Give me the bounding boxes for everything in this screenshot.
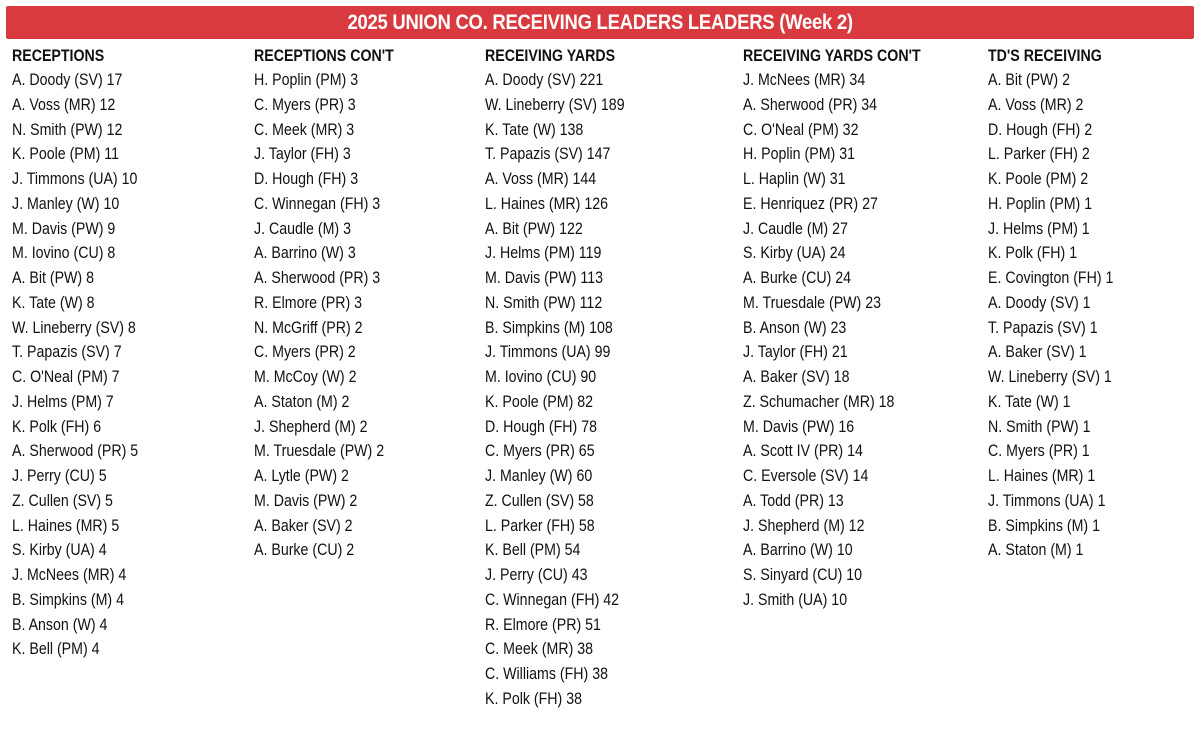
list-item: J. Taylor (FH) 3 — [254, 145, 351, 164]
list-item: L. Haines (MR) 1 — [988, 467, 1096, 485]
list-item: D. Hough (FH) 2 — [988, 120, 1093, 139]
list-item: H. Poplin (PM) 1 — [988, 194, 1093, 213]
list-item: J. Helms (PM) 119 — [485, 244, 602, 263]
list-item: J. Shepherd (M) 12 — [743, 516, 865, 535]
list-item: R. Elmore (PR) 51 — [485, 615, 601, 634]
list-item: C. Meek (MR) 3 — [254, 120, 355, 139]
list-item: A. Burke (CU) 24 — [743, 269, 852, 287]
list-item: K. Tate (W) 8 — [12, 293, 95, 312]
list-item: K. Poole (PM) 82 — [485, 392, 594, 411]
list-item: J. Caudle (M) 3 — [254, 219, 352, 238]
list-item: M. Iovino (CU) 8 — [12, 244, 116, 263]
list-item: A. Voss (MR) 12 — [12, 95, 116, 114]
list-item: A. Bit (PW) 8 — [12, 269, 94, 287]
list-item: Z. Schumacher (MR) 18 — [743, 392, 895, 411]
list-item: L. Haplin (W) 31 — [743, 170, 846, 188]
list-item: J. Smith (UA) 10 — [743, 590, 848, 609]
list-item: A. Staton (M) 1 — [988, 541, 1084, 560]
column-header: RECEPTIONS — [12, 47, 105, 65]
list-item: T. Papazis (SV) 147 — [485, 145, 611, 164]
list-item: T. Papazis (SV) 1 — [988, 318, 1098, 337]
list-item: K. Tate (W) 1 — [988, 392, 1071, 411]
page-title: 2025 UNION CO. RECEIVING LEADERS LEADERS (Week 2) — [347, 11, 853, 34]
list-item: K. Poole (PM) 11 — [12, 145, 120, 164]
list-item: N. Smith (PW) 12 — [12, 120, 123, 139]
column-header: RECEPTIONS CON'T — [254, 47, 394, 65]
list-item: A. Barrino (W) 10 — [743, 541, 853, 560]
list-item: K. Bell (PM) 54 — [485, 541, 581, 560]
list-item: K. Polk (FH) 1 — [988, 244, 1078, 263]
list-item: B. Anson (W) 23 — [743, 318, 847, 337]
entry-list — [254, 68, 417, 563]
list-item: A. Barrino (W) 3 — [254, 244, 356, 263]
list-item: J. Perry (CU) 43 — [485, 566, 588, 584]
list-item: J. Manley (W) 10 — [12, 194, 120, 213]
list-item: T. Papazis (SV) 7 — [12, 343, 122, 362]
list-item: M. Davis (PW) 113 — [485, 269, 604, 287]
list-item: C. Williams (FH) 38 — [485, 665, 608, 683]
entry-list — [988, 68, 1134, 563]
list-item: B. Simpkins (M) 4 — [12, 590, 124, 609]
list-item: W. Lineberry (SV) 1 — [988, 368, 1112, 386]
entry-list — [12, 68, 159, 662]
list-item: A. Staton (M) 2 — [254, 392, 350, 411]
list-item: K. Poole (PM) 2 — [988, 170, 1089, 188]
list-item: M. Davis (PW) 16 — [743, 417, 855, 436]
list-item: M. Davis (PW) 2 — [254, 491, 358, 510]
list-item: B. Simpkins (M) 1 — [988, 516, 1100, 535]
list-item: C. Eversole (SV) 14 — [743, 467, 869, 485]
list-item: L. Haines (MR) 126 — [485, 194, 609, 213]
list-item: M. Truesdale (PW) 2 — [254, 442, 385, 461]
list-item: A. Doody (SV) 17 — [12, 71, 123, 89]
list-item: E. Covington (FH) 1 — [988, 269, 1114, 287]
list-item: J. Shepherd (M) 2 — [254, 417, 368, 436]
list-item: A. Voss (MR) 2 — [988, 95, 1084, 114]
list-item: N. McGriff (PR) 2 — [254, 318, 363, 337]
list-item: J. Manley (W) 60 — [485, 467, 593, 485]
list-item: J. Caudle (M) 27 — [743, 219, 848, 238]
list-item: J. Helms (PM) 1 — [988, 219, 1090, 238]
list-item: J. McNees (MR) 34 — [743, 71, 866, 89]
list-item: R. Elmore (PR) 3 — [254, 293, 363, 312]
list-item: H. Poplin (PM) 31 — [743, 145, 855, 164]
list-item: D. Hough (FH) 78 — [485, 417, 597, 436]
list-item: C. Meek (MR) 38 — [485, 640, 594, 659]
list-item: C. Myers (PR) 65 — [485, 442, 595, 461]
list-item: B. Anson (W) 4 — [12, 615, 108, 634]
column-header: TD'S RECEIVING — [988, 47, 1102, 65]
list-item: J. Timmons (UA) 99 — [485, 343, 611, 362]
list-item: A. Sherwood (PR) 34 — [743, 95, 878, 114]
list-item: A. Baker (SV) 2 — [254, 516, 353, 535]
list-item: J. Taylor (FH) 21 — [743, 343, 848, 362]
list-item: A. Scott IV (PR) 14 — [743, 442, 863, 461]
list-item: Z. Cullen (SV) 58 — [485, 491, 594, 510]
list-item: A. Lytle (PW) 2 — [254, 467, 349, 485]
list-item: K. Tate (W) 138 — [485, 120, 584, 139]
list-item: C. Winnegan (FH) 42 — [485, 590, 620, 609]
list-item: W. Lineberry (SV) 189 — [485, 95, 625, 114]
list-item: J. Perry (CU) 5 — [12, 467, 107, 485]
list-item: A. Voss (MR) 144 — [485, 170, 597, 188]
list-item: C. Winnegan (FH) 3 — [254, 194, 381, 213]
column-receptions-cont — [254, 44, 417, 563]
list-item: S. Kirby (UA) 24 — [743, 244, 846, 263]
list-item: S. Sinyard (CU) 10 — [743, 566, 863, 584]
list-item: C. O'Neal (PM) 7 — [12, 368, 120, 386]
list-item: N. Smith (PW) 112 — [485, 293, 603, 312]
list-item: M. Truesdale (PW) 23 — [743, 293, 882, 312]
list-item: N. Smith (PW) 1 — [988, 417, 1091, 436]
list-item: C. Myers (PR) 2 — [254, 343, 356, 362]
list-item: L. Parker (FH) 58 — [485, 516, 595, 535]
list-item: J. Helms (PM) 7 — [12, 392, 114, 411]
list-item: L. Haines (MR) 5 — [12, 516, 120, 535]
column-receiving-yards-cont — [743, 44, 950, 613]
list-item: B. Simpkins (M) 108 — [485, 318, 613, 337]
list-item: A. Bit (PW) 2 — [988, 71, 1070, 89]
list-item: A. Sherwood (PR) 5 — [12, 442, 139, 461]
list-item: A. Baker (SV) 18 — [743, 368, 850, 386]
list-item: S. Kirby (UA) 4 — [12, 541, 107, 560]
list-item: C. Myers (PR) 3 — [254, 95, 356, 114]
column-receptions — [12, 44, 159, 662]
list-item: A. Todd (PR) 13 — [743, 491, 844, 510]
entry-list — [485, 68, 647, 712]
column-header: RECEIVING YARDS — [485, 47, 616, 65]
list-item: W. Lineberry (SV) 8 — [12, 318, 136, 337]
list-item: K. Bell (PM) 4 — [12, 640, 100, 659]
list-item: D. Hough (FH) 3 — [254, 170, 359, 188]
list-item: A. Sherwood (PR) 3 — [254, 269, 381, 287]
list-item: A. Burke (CU) 2 — [254, 541, 355, 560]
list-item: C. Myers (PR) 1 — [988, 442, 1090, 461]
list-item: E. Henriquez (PR) 27 — [743, 194, 878, 213]
title-banner — [6, 6, 1194, 39]
list-item: A. Baker (SV) 1 — [988, 343, 1087, 362]
list-item: Z. Cullen (SV) 5 — [12, 491, 113, 510]
list-item: A. Doody (SV) 221 — [485, 71, 604, 89]
list-item: M. McCoy (W) 2 — [254, 368, 357, 386]
column-receiving-yards — [485, 44, 647, 712]
list-item: M. Davis (PW) 9 — [12, 219, 116, 238]
list-item: K. Polk (FH) 6 — [12, 417, 102, 436]
list-item: C. O'Neal (PM) 32 — [743, 120, 859, 139]
list-item: M. Iovino (CU) 90 — [485, 368, 597, 386]
column-header: RECEIVING YARDS CON'T — [743, 47, 921, 65]
list-item: A. Doody (SV) 1 — [988, 293, 1091, 312]
list-item: K. Polk (FH) 38 — [485, 689, 582, 708]
entry-list — [743, 68, 950, 613]
list-item: J. McNees (MR) 4 — [12, 566, 127, 584]
column-td-receiving — [988, 44, 1134, 563]
list-item: J. Timmons (UA) 10 — [12, 170, 138, 188]
list-item: L. Parker (FH) 2 — [988, 145, 1090, 164]
list-item: H. Poplin (PM) 3 — [254, 71, 359, 89]
list-item: J. Timmons (UA) 1 — [988, 491, 1106, 510]
list-item: A. Bit (PW) 122 — [485, 219, 583, 238]
